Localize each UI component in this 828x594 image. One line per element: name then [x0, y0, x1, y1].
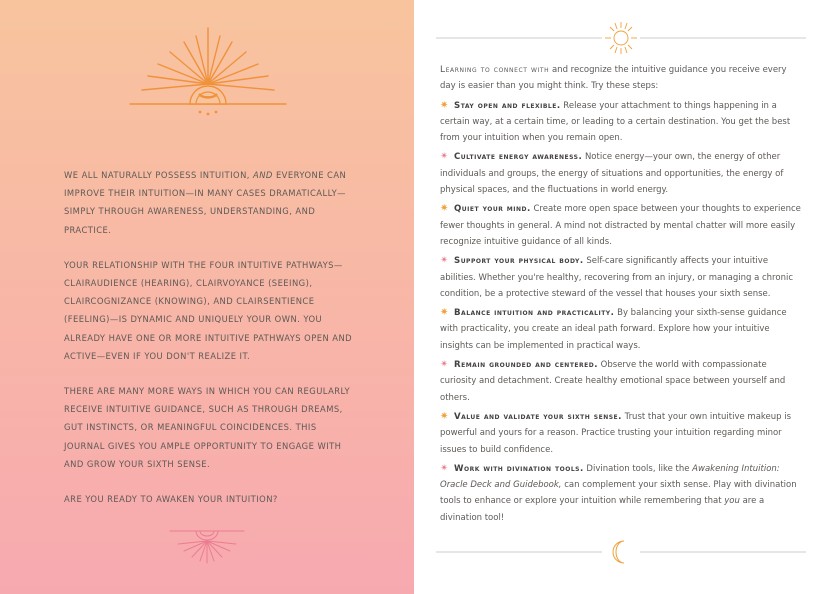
step-title: Balance intuition and practicality. — [454, 308, 615, 319]
intro-lead: Learning to connect with — [440, 65, 550, 75]
paragraph-2: YOUR RELATIONSHIP WITH THE FOUR INTUITIVE PATHWAYS—CLAIRAUDIENCE (HEARING), CLAIRVOYANCE (SEEING), CLAIRCOGNIZANCE (KNOWING), AND CLAIRSENTIENCE (FEELING)—IS DYNAMIC AND UNIQUELY YOUR OWN. YOU ALREADY HAVE ONE OR MORE INTUITIVE PATHWAYS OPEN AND ACTIVE—EVEN IF YOU DON'T REALIZE IT. — [64, 259, 353, 361]
step-item — [440, 305, 804, 354]
intro-paragraph — [440, 62, 804, 95]
step-title: Remain grounded and centered. — [454, 360, 598, 371]
step-title: Support your physical body. — [454, 256, 584, 267]
sunset-icon — [168, 523, 246, 567]
sparkle-icon: ✷ — [440, 307, 449, 319]
step-title: Quiet your mind. — [454, 204, 531, 215]
book-title: Awakening Intuition: Oracle Deck and Guidebook, — [440, 463, 780, 491]
step-body: Trust that your own intuitive makeup is powerful and yours for a reason. Practice trusting your intuition regarding minor issues to build confidence. — [440, 411, 792, 455]
step-body-cont: can complement your sixth sense. Play with divination tools to enhance or explore your intuition while remembering that — [440, 480, 797, 507]
sparkle-icon: ✷ — [440, 410, 449, 422]
step-title: Work with divination tools. — [454, 463, 584, 474]
step-body: Release your attachment to things happening in a certain way, at a certain time, or leading to a certain destination. You get the best from your intuition when you remain open. — [440, 100, 791, 144]
intro-text: and recognize the intuitive guidance you receive every day is easier than you might think. Try these steps: — [440, 65, 787, 92]
step-item — [440, 409, 804, 458]
p1-emphasis: AND — [253, 170, 273, 180]
paragraph-1 — [64, 166, 360, 239]
step-item — [440, 461, 804, 526]
step-title: Cultivate energy awareness. — [454, 152, 583, 163]
rising-sun-icon — [128, 24, 288, 116]
asterisk-icon: ✴ — [440, 151, 449, 163]
step-body: Observe the world with compassionate curiosity and detachment. Create healthy emotional space between yourself and others. — [440, 360, 786, 403]
step-item — [440, 201, 804, 250]
asterisk-icon: ✴ — [440, 462, 449, 474]
step-item — [440, 149, 804, 198]
asterisk-icon: ✴ — [440, 359, 449, 371]
right-body-text — [440, 62, 804, 529]
step-item — [440, 98, 804, 147]
step-body-end: are a divination tool! — [440, 496, 765, 523]
left-body-text — [64, 166, 360, 525]
emphasis-you: you — [724, 496, 740, 507]
step-body: Create more open space between your thoughts to experience fewer thoughts in general. A mind not distracted by mental chatter will more easily recognize intuitive guidance of all kinds. — [440, 204, 801, 247]
p1-text: WE ALL NATURALLY POSSESS INTUITION, — [64, 170, 254, 180]
step-title: Value and validate your sixth sense. — [454, 411, 622, 422]
step-body: Divination tools, like the — [583, 463, 693, 474]
step-item — [440, 357, 804, 406]
step-body: By balancing your sixth-sense guidance with practicality, you create an ideal path forward. Explore how your intuitive insights can be implemented in practical ways. — [440, 308, 787, 351]
sparkle-icon: ✷ — [440, 203, 449, 215]
p1-text-cont: EVERYONE CAN IMPROVE THEIR INTUITION—IN MANY CASES DRAMATICALLY—SIMPLY THROUGH AWARENESS, UNDERSTANDING, AND PRACTICE. — [64, 170, 347, 235]
sparkle-icon: ✷ — [440, 99, 449, 111]
step-body: Self-care significantly affects your intuitive abilities. Whether you're healthy, recovering from an injury, or managing a chronic condition, be a protective steward of the vessel that houses your sixth sense. — [440, 256, 793, 299]
step-item — [440, 253, 804, 302]
asterisk-icon: ✴ — [440, 255, 449, 267]
step-title: Stay open and flexible. — [454, 100, 561, 111]
crescent-moon-icon — [436, 538, 806, 570]
paragraph-3: THERE ARE MANY MORE WAYS IN WHICH YOU CAN REGULARLY RECEIVE INTUITIVE GUIDANCE, SUCH AS THROUGH DREAMS, GUT INSTINCTS, OR MEANINGFUL COINCIDENCES. THIS JOURNAL GIVES YOU AMPLE OPPORTUNITY TO ENGAGE WITH AND GROW YOUR SIXTH SENSE. — [64, 386, 351, 469]
step-body: Notice energy—your own, the energy of other individuals and groups, the energy of situations and opportunities, the energy of physical spaces, and the fluctuations in world energy. — [440, 152, 784, 196]
paragraph-4: ARE YOU READY TO AWAKEN YOUR INTUITION? — [64, 494, 278, 505]
sun-burst-icon — [436, 20, 806, 56]
